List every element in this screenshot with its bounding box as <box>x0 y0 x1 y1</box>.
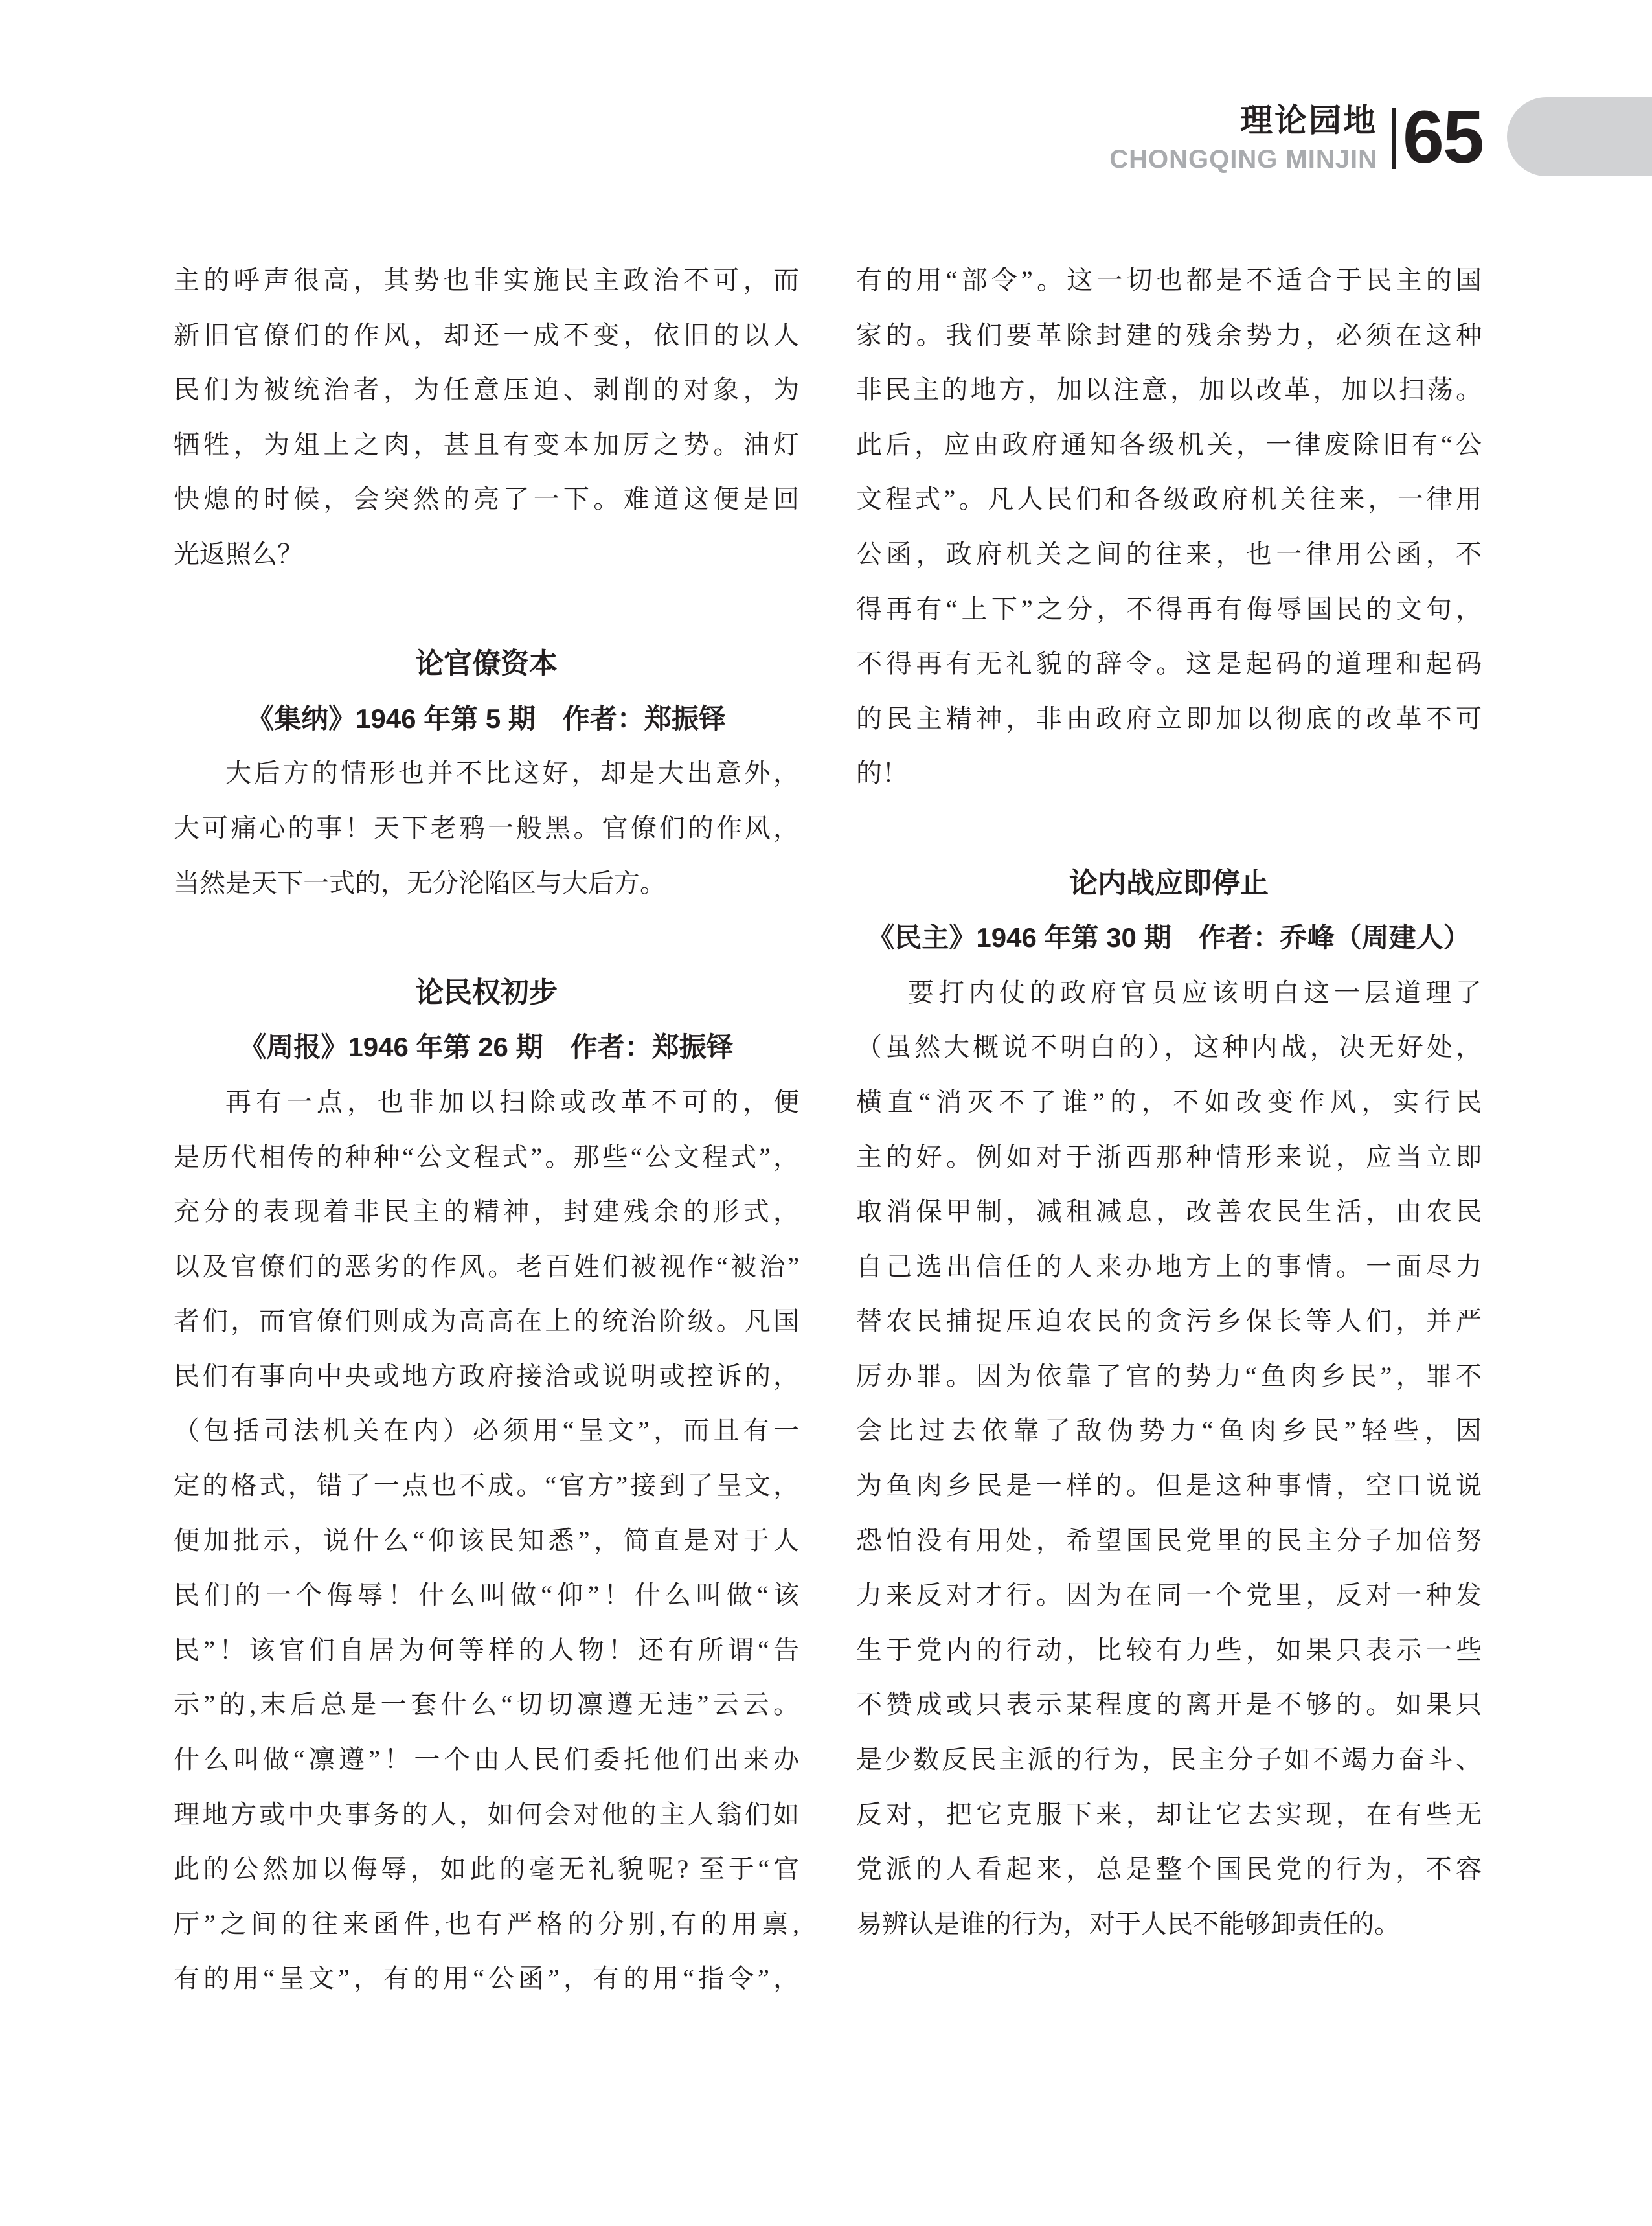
text-line: 理地方或中央事务的人，如何会对他的主人翁们如 <box>174 1799 799 1829</box>
section-source-line: 《周报》1946 年第 26 期 作者：郑振铎 <box>239 1032 734 1063</box>
text-line: 为鱼肉乡民是一样的。但是这种事情，空口说说 <box>856 1471 1482 1501</box>
text-line: 者们，而官僚们则成为高高在上的统治阶级。凡国 <box>174 1306 799 1336</box>
text-line: 的！ <box>856 758 908 788</box>
text-line: 主的呼声很高，其势也非实施民主政治不可，而 <box>174 266 799 295</box>
text-line: 快熄的时候，会突然的亮了一下。难道这便是回 <box>174 484 799 514</box>
text-line: 充分的表现着非民主的精神，封建残余的形式， <box>174 1197 799 1227</box>
header-divider <box>1392 108 1396 169</box>
section-heading: 论民权初步 <box>415 976 558 1008</box>
text-line: 非民主的地方，加以注意，加以改革，加以扫荡。 <box>856 375 1482 405</box>
text-line: 的民主精神，非由政府立即加以彻底的改革不可 <box>856 703 1482 733</box>
section-heading: 论内战应即停止 <box>1069 867 1269 899</box>
text-line: 大后方的情形也并不比这好，却是大出意外， <box>225 758 799 788</box>
text-line: 民们为被统治者，为任意压迫、剥削的对象，为 <box>174 375 799 405</box>
text-line: 有的用“呈文”，有的用“公函”，有的用“指令”， <box>174 1964 799 1993</box>
text-line: 是少数反民主派的行为，民主分子如不竭力奋斗、 <box>856 1745 1482 1775</box>
section-source-line: 《集纳》1946 年第 5 期 作者：郑振铎 <box>247 703 726 734</box>
blank-line <box>174 582 799 637</box>
text-line: 主的好。例如对于浙西那种情形来说，应当立即 <box>856 1142 1482 1172</box>
text-line: 民”！该官们自居为何等样的人物！还有所谓“告 <box>174 1635 799 1664</box>
text-line: 恐怕没有用处，希望国民党里的民主分子加倍努 <box>856 1525 1482 1555</box>
text-line: 民们有事向中央或地方政府接洽或说明或控诉的， <box>174 1361 799 1391</box>
text-line: 力来反对才行。因为在同一个党里，反对一种发 <box>856 1580 1482 1610</box>
text-line: 民们的一个侮辱！什么叫做“仰”！什么叫做“该 <box>174 1580 799 1610</box>
text-line: （包括司法机关在内）必须用“呈文”，而且有一 <box>174 1416 799 1446</box>
text-line: 替农民捕捉压迫农民的贪污乡保长等人们，并严 <box>856 1306 1482 1336</box>
blank-line <box>174 911 799 966</box>
text-line: 再有一点，也非加以扫除或改革不可的，便 <box>225 1087 799 1117</box>
text-line: 生于党内的行动，比较有力些，如果只表示一些 <box>856 1635 1482 1664</box>
text-line: 家的。我们要革除封建的残余势力，必须在这种 <box>856 320 1482 350</box>
left-text-column <box>174 253 799 2006</box>
text-line: 厅”之间的往来函件,也有严格的分别,有的用禀, <box>174 1909 799 1938</box>
text-line: 此后，应由政府通知各级机关，一律废除旧有“公 <box>856 429 1482 459</box>
text-line: 会比过去依靠了敌伪势力“鱼肉乡民”轻些，因 <box>856 1416 1482 1446</box>
right-text-column <box>856 253 1482 1951</box>
text-line: 有的用“部令”。这一切也都是不适合于民主的国 <box>856 266 1482 295</box>
text-line: 自己选出信任的人来办地方上的事情。一面尽力 <box>856 1251 1482 1281</box>
text-line: 当然是天下一式的，无分沦陷区与大后方。 <box>174 868 666 898</box>
section-title-latin: CHONGQING MINJIN <box>1109 145 1377 174</box>
header-accent-capsule <box>1507 97 1652 176</box>
text-line: 以及官僚们的恶劣的作风。老百姓们被视作“被治” <box>174 1251 799 1281</box>
text-line: 示”的,末后总是一套什么“切切凛遵无违”云云。 <box>174 1690 799 1720</box>
text-line: 不赞成或只表示某程度的离开是不够的。如果只 <box>856 1690 1482 1720</box>
text-line: 党派的人看起来，总是整个国民党的行为，不容 <box>856 1854 1482 1884</box>
text-line: 是历代相传的种种“公文程式”。那些“公文程式”， <box>174 1142 799 1172</box>
text-line: 横直“消灭不了谁”的，不如改变作风，实行民 <box>856 1087 1482 1117</box>
text-line: 大可痛心的事！天下老鸦一般黑。官僚们的作风， <box>174 813 799 843</box>
text-line: 公函，政府机关之间的往来，也一律用公函，不 <box>856 539 1482 569</box>
text-line: 厉办罪。因为依靠了官的势力“鱼肉乡民”，罪不 <box>856 1361 1482 1391</box>
text-line: 文程式”。凡人民们和各级政府机关往来，一律用 <box>856 484 1482 514</box>
text-line: 要打内仗的政府官员应该明白这一层道理了 <box>908 977 1482 1007</box>
text-line: 不得再有无礼貌的辞令。这是起码的道理和起码 <box>856 649 1482 679</box>
section-source-line: 《民主》1946 年第 30 期 作者：乔峰（周建人） <box>867 922 1471 953</box>
text-line: 易辨认是谁的行为，对于人民不能够卸责任的。 <box>856 1909 1400 1938</box>
section-title: 理论园地 <box>1240 102 1377 139</box>
text-line: 反对，把它克服下来，却让它去实现，在有些无 <box>856 1799 1482 1829</box>
text-line: 取消保甲制，减租减息，改善农民生活，由农民 <box>856 1197 1482 1227</box>
text-line: 光返照么？ <box>174 539 303 569</box>
text-line: 定的格式，错了一点也不成。“官方”接到了呈文， <box>174 1471 799 1501</box>
text-line: 此的公然加以侮辱，如此的毫无礼貌呢? 至于“官 <box>174 1854 799 1884</box>
page-number: 65 <box>1403 96 1483 179</box>
text-line: 得再有“上下”之分，不得再有侮辱国民的文句， <box>856 594 1482 624</box>
text-line: 什么叫做“凛遵”！一个由人民们委托他们出来办 <box>174 1745 799 1775</box>
text-line: 新旧官僚们的作风，却还一成不变，依旧的以人 <box>174 320 799 350</box>
blank-line <box>856 801 1482 856</box>
text-line: （虽然大概说不明白的），这种内战，决无好处， <box>856 1032 1482 1062</box>
text-line: 牺牲，为俎上之肉，甚且有变本加厉之势。油灯 <box>174 429 799 459</box>
text-line: 便加批示，说什么“仰该民知悉”，简直是对于人 <box>174 1525 799 1555</box>
section-heading: 论官僚资本 <box>415 648 558 680</box>
